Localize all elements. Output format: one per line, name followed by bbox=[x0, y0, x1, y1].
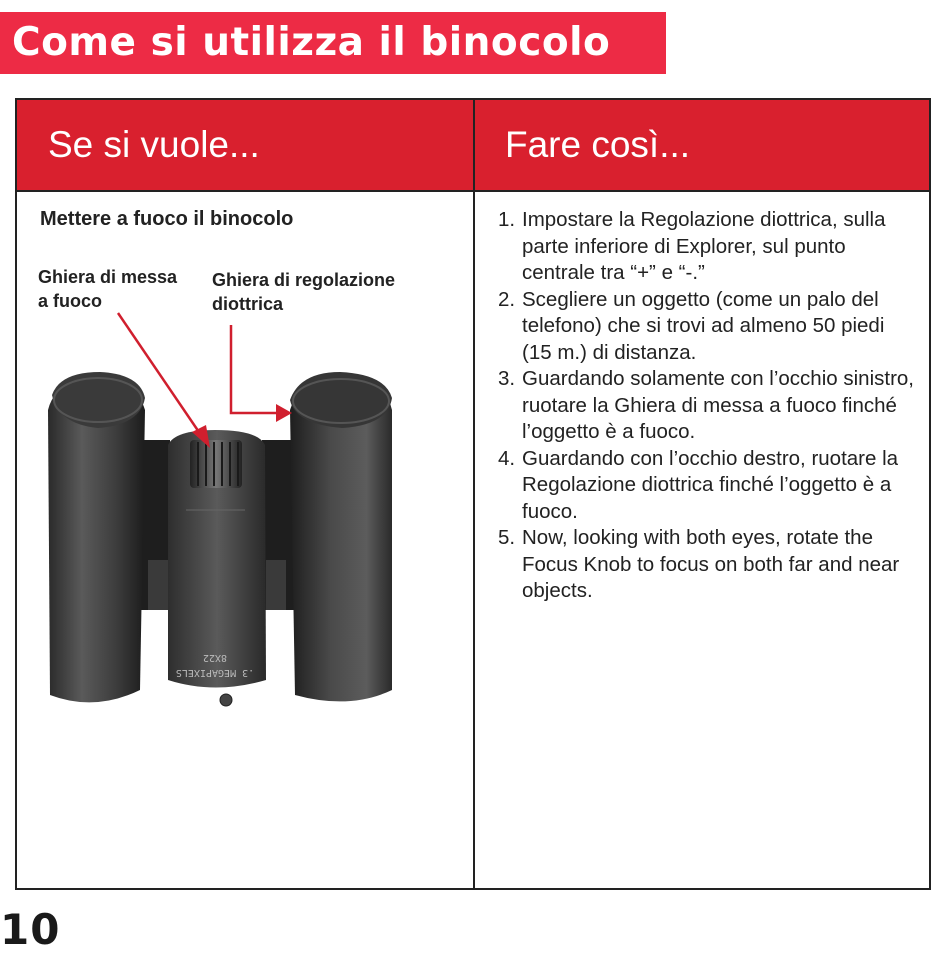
step-number: 3. bbox=[498, 367, 516, 390]
step-item bbox=[498, 525, 918, 605]
hinge-slot-left bbox=[148, 560, 168, 610]
callout-dioptric-line-2: diottrica bbox=[212, 294, 284, 314]
step-text: Now, looking with both eyes, rotate the Focus Knob to focus on both far and near objects. bbox=[522, 526, 900, 602]
hinge-slot-right bbox=[266, 560, 286, 610]
instruction-steps bbox=[498, 207, 918, 605]
step-number: 5. bbox=[498, 526, 516, 549]
page-title: Come si utilizza il binocolo bbox=[12, 20, 611, 65]
megapixels-label: .3 MEGAPIXELS bbox=[175, 667, 255, 678]
callout-dioptric-line-1: Ghiera di regolazione bbox=[212, 270, 396, 290]
focus-subtitle: Mettere a fuoco il binocolo bbox=[40, 208, 294, 230]
arrow-dioptric-ring bbox=[231, 325, 282, 413]
tripod-socket bbox=[220, 694, 232, 706]
step-item bbox=[498, 287, 918, 367]
step-text: Guardando solamente con l’occhio sinistro, ruotare la Ghiera di messa a fuoco finché l’oggetto è a fuoco. bbox=[522, 367, 914, 443]
step-item bbox=[498, 366, 918, 446]
binocular-illustration bbox=[30, 310, 430, 720]
step-number: 1. bbox=[498, 208, 516, 231]
header-do-this: Fare così... bbox=[505, 124, 691, 165]
callout-focus-line-2: a fuoco bbox=[38, 291, 103, 311]
step-number: 4. bbox=[498, 446, 516, 470]
arrowhead-dioptric bbox=[276, 404, 292, 422]
step-item bbox=[498, 207, 918, 287]
page-number: 10 bbox=[0, 905, 61, 954]
callout-dioptric-ring bbox=[212, 268, 395, 316]
step-text: Impostare la Regolazione diottrica, sulla parte inferiore di Explorer, sul punto centrale tra “+” e “-.” bbox=[522, 208, 886, 284]
column-divider bbox=[473, 100, 475, 888]
step-number: 2. bbox=[498, 287, 516, 311]
step-item bbox=[498, 446, 918, 526]
model-label: 8X22 bbox=[202, 652, 228, 663]
title-banner bbox=[0, 12, 666, 74]
header-if-you-want: Se si vuole... bbox=[48, 124, 260, 165]
callout-focus-knob bbox=[38, 265, 177, 313]
step-text: Guardando con l’occhio destro, ruotare la Regolazione diottrica finché l’oggetto è a fuoco. bbox=[522, 446, 899, 523]
callout-focus-line-1: Ghiera di messa bbox=[38, 267, 178, 287]
step-text: Scegliere un oggetto (come un palo del telefono) che si trovi ad almeno 50 piedi (15 m.) di distanza. bbox=[522, 287, 885, 364]
